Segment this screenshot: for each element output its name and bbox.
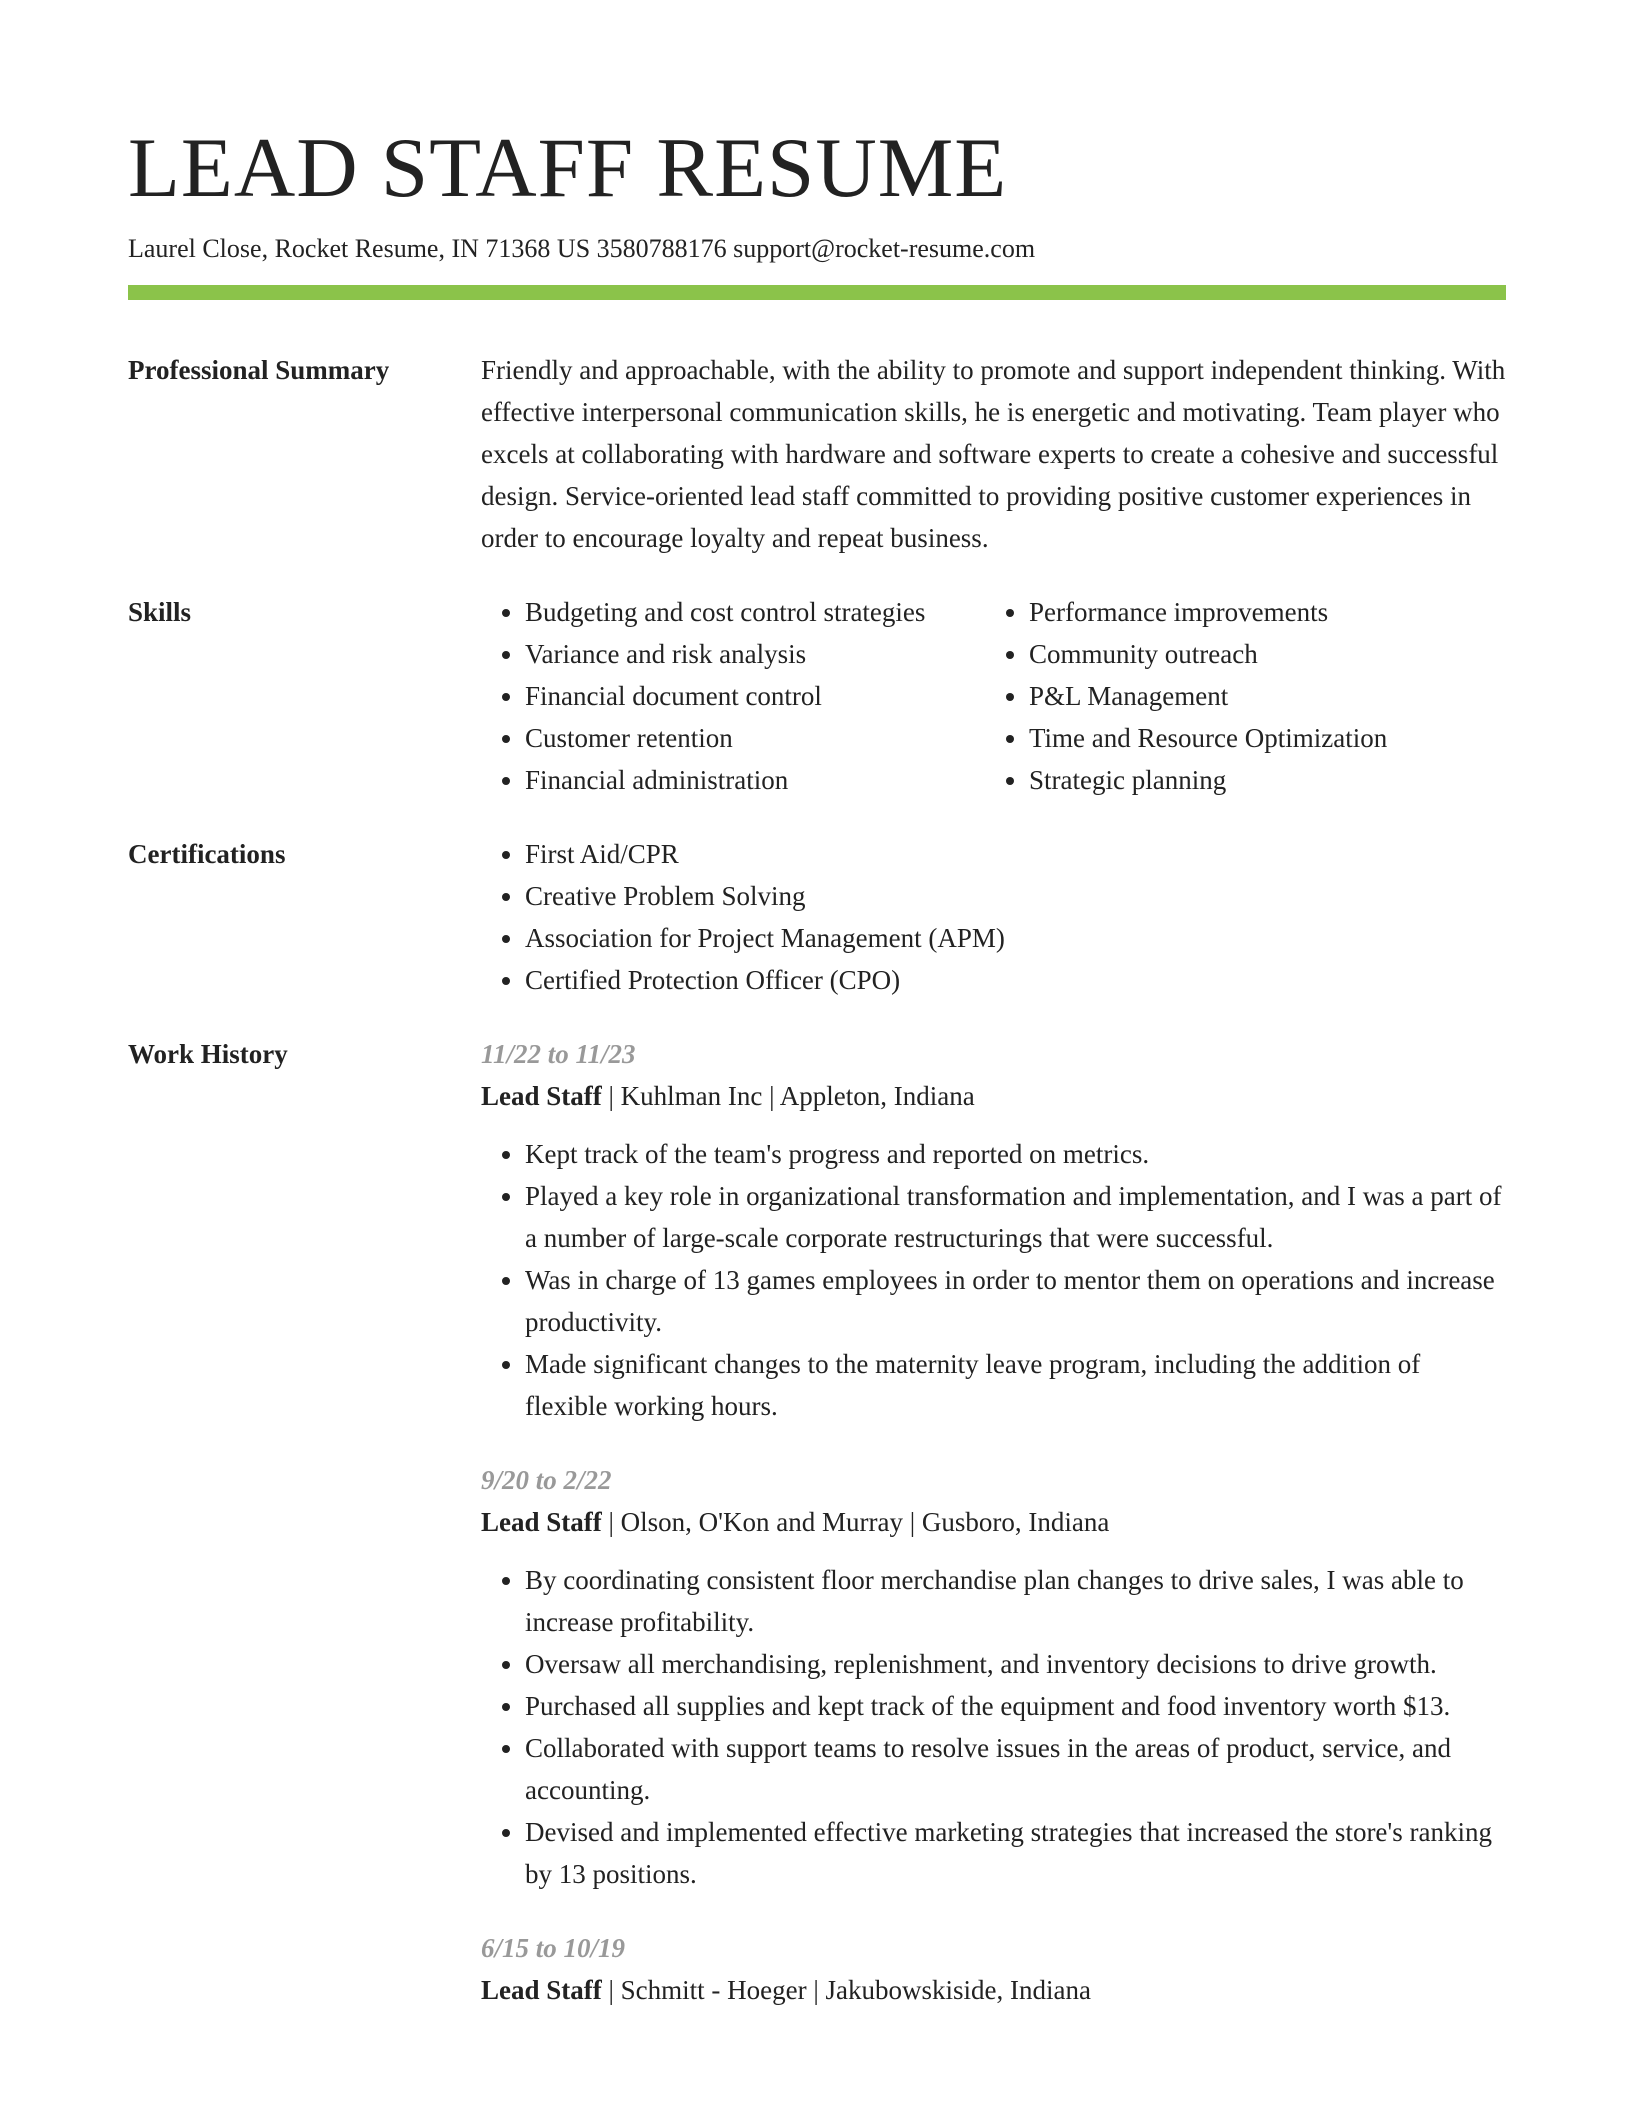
summary-body [481, 349, 1506, 559]
skills-column-right [985, 591, 1387, 801]
certifications-list [481, 833, 1506, 1001]
skill-item: • Time and Resource Optimization [1029, 717, 1387, 759]
skill-item: • Strategic planning [1029, 759, 1387, 801]
resume-title: LEAD STAFF RESUME [128, 121, 1008, 215]
resume-page [128, 118, 1506, 2011]
certification-item: • Certified Protection Officer (CPO) [525, 959, 1506, 1001]
job-duty-item: • Devised and implemented effective marketing strategies that increased the store's ranking by 13 positions. [525, 1811, 1506, 1895]
skills-column-left [481, 591, 985, 801]
job-dates: 11/22 to 11/23 [481, 1039, 636, 1069]
skills-list-right [985, 591, 1387, 801]
job-duty-item: • By coordinating consistent floor merchandise plan changes to drive sales, I was able to increase profitability. [525, 1559, 1506, 1643]
job-heading [481, 1969, 1506, 2011]
job-dates: 6/15 to 10/19 [481, 1933, 626, 1963]
certification-item: • First Aid/CPR [525, 833, 1506, 875]
work-history-section [128, 1033, 1506, 2011]
job-title: Lead Staff [481, 1081, 602, 1111]
job-employer-location: | Olson, O'Kon and Murray | Gusboro, Indiana [601, 1507, 1110, 1537]
job-duties-list [481, 1559, 1506, 1895]
job-duty-item: • Was in charge of 13 games employees in order to mentor them on operations and increase productivity. [525, 1259, 1506, 1343]
job-duty-item: • Oversaw all merchandising, replenishment, and inventory decisions to drive growth. [525, 1643, 1506, 1685]
skill-item: • Customer retention [525, 717, 985, 759]
job-duty-item: • Made significant changes to the maternity leave program, including the addition of flexible working hours. [525, 1343, 1506, 1427]
job-duties-list [481, 1133, 1506, 1427]
certification-item: • Association for Project Management (APM) [525, 917, 1506, 959]
certification-item: • Creative Problem Solving [525, 875, 1506, 917]
skill-item: • Variance and risk analysis [525, 633, 985, 675]
job-heading [481, 1075, 1506, 1117]
work-history-body [481, 1033, 1506, 2011]
job-title: Lead Staff [481, 1975, 602, 2005]
skill-item: • P&L Management [1029, 675, 1387, 717]
certifications-section [128, 833, 1506, 1001]
skills-section [128, 591, 1506, 801]
job-employer-location: | Kuhlman Inc | Appleton, Indiana [601, 1081, 975, 1111]
job-entry [481, 1459, 1506, 1895]
job-duty-item: • Kept track of the team's progress and reported on metrics. [525, 1133, 1506, 1175]
skill-item: • Community outreach [1029, 633, 1387, 675]
job-duty-item: • Purchased all supplies and kept track of the equipment and food inventory worth $13. [525, 1685, 1506, 1727]
job-employer-location: | Schmitt - Hoeger | Jakubowskiside, Indiana [601, 1975, 1091, 2005]
section-label-certifications: Certifications [128, 839, 286, 869]
certifications-body [481, 833, 1506, 1001]
skills-body [481, 591, 1506, 801]
job-duty-item: • Played a key role in organizational transformation and implementation, and I was a part of a number of large-scale corporate restructurings that were successful. [525, 1175, 1506, 1259]
section-label-work-history: Work History [128, 1039, 288, 1069]
header-divider [128, 285, 1506, 300]
skills-list-left [481, 591, 985, 801]
job-title: Lead Staff [481, 1507, 602, 1537]
job-entry [481, 1033, 1506, 1427]
summary-text: Friendly and approachable, with the ability to promote and support independent thinking. With effective interpersonal communication skills, he is energetic and motivating. Team player who excels at collaborating with hardware and software experts to create a cohesive and successful design. Service-oriented lead staff committed to providing positive customer experiences in order to encourage loyalty and repeat business. [481, 355, 1506, 553]
job-dates: 9/20 to 2/22 [481, 1465, 612, 1495]
skills-grid [481, 591, 1506, 801]
job-entry [481, 1927, 1506, 2011]
skill-item: • Financial administration [525, 759, 985, 801]
contact-line: Laurel Close, Rocket Resume, IN 71368 US 3580788176 support@rocket-resume.com [128, 234, 1036, 263]
job-duty-item: • Collaborated with support teams to resolve issues in the areas of product, service, and accounting. [525, 1727, 1506, 1811]
skill-item: • Budgeting and cost control strategies [525, 591, 985, 633]
skill-item: • Financial document control [525, 675, 985, 717]
summary-section [128, 349, 1506, 559]
skill-item: • Performance improvements [1029, 591, 1387, 633]
section-label-summary: Professional Summary [128, 355, 390, 385]
section-label-skills: Skills [128, 597, 192, 627]
job-heading [481, 1501, 1506, 1543]
